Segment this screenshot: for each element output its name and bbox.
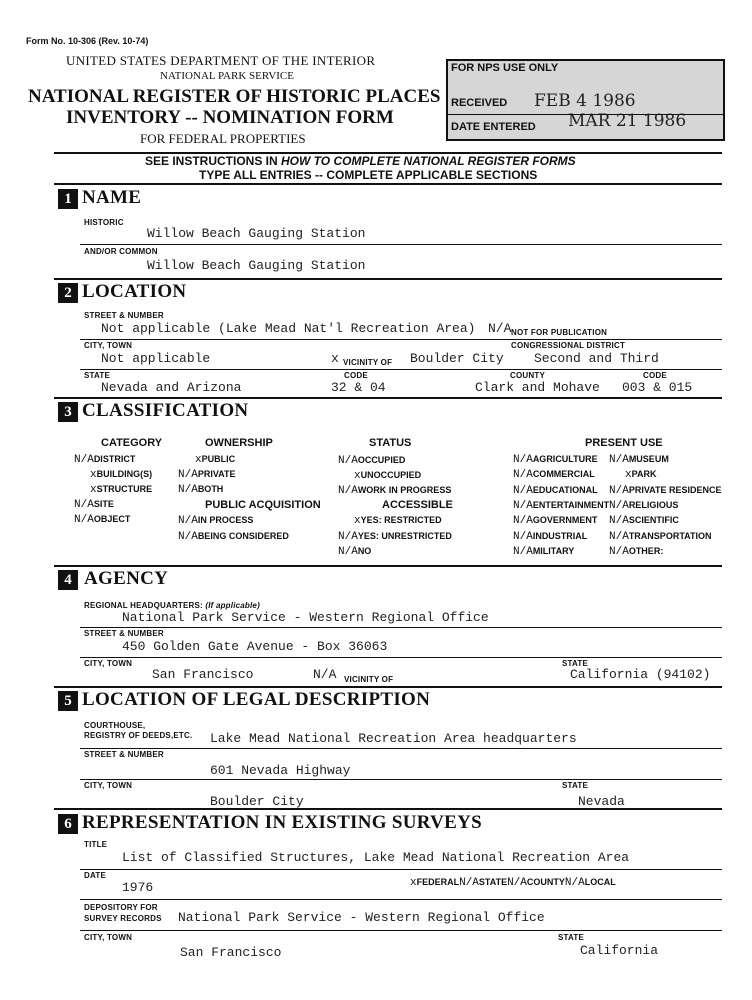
survey-date-label: DATE [84,871,106,880]
section-number: 2 [58,283,78,303]
present-scientific: N/ASCIENTIFIC [609,515,679,527]
section-title-legal-description: LOCATION OF LEGAL DESCRIPTION [82,689,431,710]
received-stamp: FEB 4 1986 [534,91,636,111]
agency-street-value: 450 Golden Gate Avenue - Box 36063 [122,639,388,654]
date-entered-label: DATE ENTERED [451,121,536,133]
status-occupied: N/AOCCUPIED [338,455,406,467]
congressional-district-value: Second and Third [534,351,659,366]
section-number: 6 [58,814,78,834]
legal-city-label: CITY, TOWN [84,781,133,790]
service-name: NATIONAL PARK SERVICE [160,70,294,82]
courthouse-value: Lake Mead National Recreation Area headquarters [210,731,577,746]
regional-hq-note: (If applicable) [205,601,260,610]
not-for-publication-label: NOT FOR PUBLICATION [511,328,608,337]
present-religious: N/ARELIGIOUS [609,500,679,512]
state-code-value: 32 & 04 [331,380,386,395]
legal-street-value: 601 Nevada Highway [210,763,351,778]
state-value: Nevada and Arizona [101,380,242,395]
category-structure: xSTRUCTURE [90,484,153,496]
agency-city-value: San Francisco [152,667,254,682]
courthouse-label: COURTHOUSE, [84,721,146,730]
accessible-unrestricted: N/AYES: UNRESTRICTED [338,531,452,543]
survey-state-label: STATE [558,933,585,942]
section-number: 1 [58,189,78,209]
section-title-location: LOCATION [82,281,187,302]
regional-hq-label: REGIONAL HEADQUARTERS: (If applicable) [84,601,260,610]
nps-box-title: FOR NPS USE ONLY [451,62,559,74]
form-title-line1: NATIONAL REGISTER OF HISTORIC PLACES [28,86,441,107]
legal-city-value: Boulder City [210,794,304,809]
survey-city-value: San Francisco [180,945,282,960]
section-number: 4 [58,570,78,590]
form-subtitle: FOR FEDERAL PROPERTIES [140,131,306,146]
state-label: STATE [84,371,111,380]
present-military: N/AMILITARY [513,546,575,558]
county-code-label: CODE [643,371,667,380]
form-number: Form No. 10-306 (Rev. 10-74) [26,36,149,46]
congressional-district-label: CONGRESSIONAL DISTRICT [511,341,626,350]
status-header: STATUS [369,437,412,449]
instructions-line2: TYPE ALL ENTRIES -- COMPLETE APPLICABLE SECTIONS [199,168,538,182]
survey-title-label: TITLE [84,840,108,849]
registry-label: REGISTRY OF DEEDS,ETC. [84,731,193,740]
present-industrial: N/AINDUSTRIAL [513,531,588,543]
agency-state-value: California (94102) [570,667,711,682]
depository-label1: DEPOSITORY FOR [84,903,158,912]
present-use-header: PRESENT USE [585,437,663,449]
present-commercial: N/ACOMMERCIAL [513,469,595,481]
section-title-classification: CLASSIFICATION [82,400,249,421]
legal-state-label: STATE [562,781,589,790]
present-park: xPARK [625,469,657,481]
section-number: 5 [58,691,78,711]
historic-name: Willow Beach Gauging Station [147,226,366,241]
date-entered-stamp: MAR 21 1986 [568,111,687,131]
survey-date-value: 1976 [122,880,154,895]
public-acquisition-header: PUBLIC ACQUISITION [205,499,321,511]
depository-value: National Park Service - Western Regional Office [178,910,545,925]
city-value: Not applicable [101,351,211,366]
state-code-label: CODE [344,371,368,380]
ownership-header: OWNERSHIP [205,437,273,449]
common-label: AND/OR COMMON [84,247,158,256]
ownership-private: N/APRIVATE [178,469,236,481]
acquisition-in-process: N/AIN PROCESS [178,515,254,527]
depository-label2: SURVEY RECORDS [84,914,162,923]
county-label: COUNTY [510,371,545,380]
present-agriculture: N/AAGRICULTURE [513,454,598,466]
ownership-both: N/ABOTH [178,484,224,496]
county-value: Clark and Mohave [475,380,600,395]
present-other: N/AOTHER: [609,546,664,558]
vicinity-mark: x [331,351,339,366]
present-government: N/AGOVERNMENT [513,515,598,527]
common-name: Willow Beach Gauging Station [147,258,366,273]
city-label: CITY, TOWN [84,341,133,350]
department-name: UNITED STATES DEPARTMENT OF THE INTERIOR [66,53,376,68]
instructions-emphasis: HOW TO COMPLETE NATIONAL REGISTER FORMS [281,154,576,168]
category-site: N/ASITE [74,499,114,511]
agency-city-label: CITY, TOWN [84,659,133,668]
category-object: N/AOBJECT [74,514,131,526]
legal-state-value: Nevada [578,794,625,809]
present-transportation: N/ATRANSPORTATION [609,531,712,543]
survey-state-value: California [580,943,659,958]
present-educational: N/AEDUCATIONAL [513,485,598,497]
street-na-mark: N/A [488,321,512,336]
agency-state-label: STATE [562,659,589,668]
historic-label: HISTORIC [84,218,124,227]
category-header: CATEGORY [101,437,163,449]
present-private-residence: N/APRIVATE RESIDENCE [609,485,722,497]
ownership-public: xPUBLIC [195,454,236,466]
vicinity-label: VICINITY OF [343,358,393,367]
street-label: STREET & NUMBER [84,311,164,320]
county-code-value: 003 & 015 [622,380,693,395]
agency-vicinity-na: N/A [313,667,337,682]
nps-use-box [446,59,725,141]
accessible-no: N/ANO [338,546,372,558]
survey-city-label: CITY, TOWN [84,933,133,942]
status-work-in-progress: N/AWORK IN PROGRESS [338,485,452,497]
form-title-line2: INVENTORY -- NOMINATION FORM [66,107,394,128]
survey-level: xFEDERALN/ASTATEN/ACOUNTYN/ALOCAL [410,877,616,889]
received-label: RECEIVED [451,97,508,109]
accessible-restricted: xYES: RESTRICTED [354,515,442,527]
present-entertainment: N/AENTERTAINMENT [513,500,610,512]
agency-street-label: STREET & NUMBER [84,629,164,638]
present-museum: N/AMUSEUM [609,454,669,466]
section-title-agency: AGENCY [84,568,169,589]
instructions-line1: SEE INSTRUCTIONS IN HOW TO COMPLETE NATIONAL REGISTER FORMS [145,154,576,168]
regional-hq-value: National Park Service - Western Regional Office [122,610,489,625]
status-unoccupied: xUNOCCUPIED [354,470,422,482]
agency-vicinity-label: VICINITY OF [344,675,394,684]
section-title-surveys: REPRESENTATION IN EXISTING SURVEYS [82,812,483,833]
legal-street-label: STREET & NUMBER [84,750,164,759]
accessible-header: ACCESSIBLE [382,499,453,511]
section-title-name: NAME [82,187,142,208]
street-value: Not applicable (Lake Mead Nat'l Recreation Area) [101,321,476,336]
category-district: N/ADISTRICT [74,454,136,466]
acquisition-being-considered: N/ABEING CONSIDERED [178,531,289,543]
vicinity-value: Boulder City [410,351,504,366]
survey-title-value: List of Classified Structures, Lake Mead National Recreation Area [122,850,630,865]
section-number: 3 [58,402,78,422]
category-buildings: xBUILDING(S) [90,469,153,481]
